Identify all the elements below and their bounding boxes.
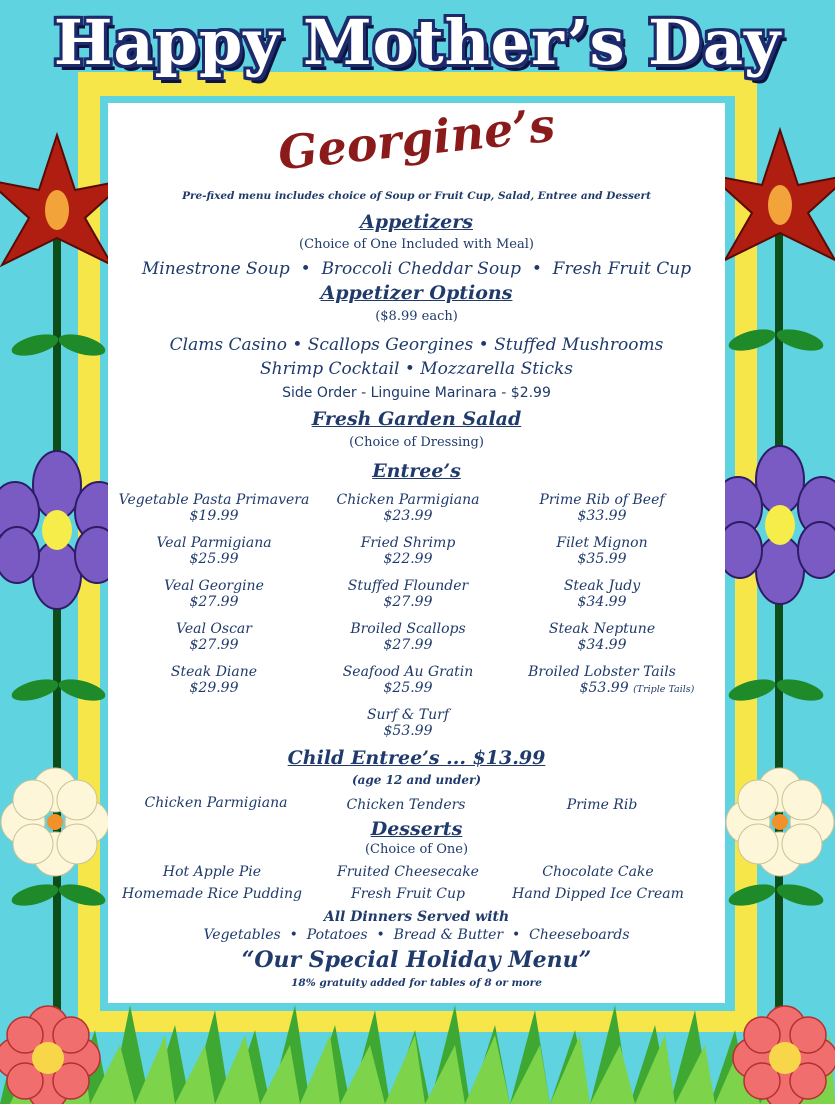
restaurant-name: Georgine’s (275, 97, 558, 181)
entree-price: $27.99 (383, 594, 433, 610)
entree-item (308, 664, 508, 707)
child-item: Chicken Parmigiana (144, 795, 288, 811)
appetizer-options-line2: Shrimp Cocktail • Mozzarella Sticks (259, 359, 574, 379)
entree-price-line (502, 680, 702, 698)
entree-price: $53.99 (579, 680, 629, 696)
entree-item (502, 621, 702, 664)
entree-item (114, 535, 314, 578)
entree-name: Surf & Turf (366, 707, 450, 723)
dessert-item: Fruited Cheesecake (337, 864, 479, 880)
salad-note: (Choice of Dressing) (349, 435, 484, 450)
dinners-list: Vegetables • Potatoes • Bread & Butter • Cheeseboards (203, 927, 630, 943)
entree-price: $34.99 (577, 594, 627, 610)
desserts-heading: Desserts (370, 818, 463, 840)
entree-item (502, 578, 702, 621)
tagline: “Our Special Holiday Menu” (241, 947, 592, 973)
entree-price: $19.99 (189, 508, 239, 524)
intro-text: Pre-fixed menu includes choice of Soup or Fruit Cup, Salad, Entree and Dessert (182, 190, 651, 202)
child-note: (age 12 and under) (351, 773, 482, 787)
dessert-item: Hand Dipped Ice Cream (512, 886, 684, 902)
appetizers-note: (Choice of One Included with Meal) (299, 237, 534, 252)
child-heading: Child Entree’s ... $13.99 (287, 747, 546, 769)
dessert-item: Fresh Fruit Cup (350, 886, 465, 902)
dinner-item: Cheeseboards (529, 927, 630, 943)
entree-item (308, 492, 508, 535)
appetizers-list: Minestrone Soup • Broccoli Cheddar Soup • Fresh Fruit Cup (141, 259, 692, 279)
entree-price: $27.99 (383, 637, 433, 653)
child-item: Chicken Tenders (346, 797, 466, 813)
appetizer-item: Fresh Fruit Cup (552, 259, 692, 279)
entree-item (114, 578, 314, 621)
entree-name: Veal Georgine (164, 578, 264, 594)
entree-price: $35.99 (577, 551, 627, 567)
entree-column-1 (114, 492, 314, 707)
entree-item (114, 492, 314, 535)
dinner-item: Vegetables (203, 927, 281, 943)
entree-item (308, 707, 508, 750)
entree-price: $27.99 (189, 594, 239, 610)
dessert-item: Homemade Rice Pudding (122, 886, 302, 902)
entrees-heading: Entree’s (372, 460, 461, 482)
dessert-item: Hot Apple Pie (162, 864, 262, 880)
entree-name: Steak Diane (170, 664, 258, 680)
gratuity-note: 18% gratuity added for tables of 8 or more (291, 977, 542, 989)
appetizer-options-heading: Appetizer Options (320, 282, 513, 304)
entree-name: Filet Mignon (556, 535, 648, 551)
entree-name: Broiled Lobster Tails (528, 664, 676, 680)
entree-price: $23.99 (383, 508, 433, 524)
appetizers-heading: Appetizers (360, 211, 473, 233)
entree-name: Fried Shrimp (360, 535, 456, 551)
dinner-item: Potatoes (306, 927, 368, 943)
entree-price: $25.99 (189, 551, 239, 567)
entree-name: Chicken Parmigiana (336, 492, 480, 508)
entree-name: Steak Judy (563, 578, 641, 594)
entree-item (502, 535, 702, 578)
entree-column-2 (308, 492, 508, 750)
entree-item (308, 578, 508, 621)
dinners-heading: All Dinners Served with (323, 909, 510, 925)
entree-name: Prime Rib of Beef (539, 492, 665, 508)
entree-item (502, 492, 702, 535)
entree-name: Veal Parmigiana (156, 535, 272, 551)
appetizer-options-line1: Clams Casino • Scallops Georgines • Stuffed Mushrooms (169, 335, 664, 355)
entree-name: Stuffed Flounder (347, 578, 469, 594)
side-order: Side Order - Linguine Marinara - $2.99 (282, 385, 551, 401)
header-title: Happy Mother’s Day (53, 6, 782, 79)
dessert-item: Chocolate Cake (542, 864, 654, 880)
entree-item (502, 664, 702, 707)
entree-name: Broiled Scallops (350, 621, 466, 637)
appetizer-item: Broccoli Cheddar Soup (321, 259, 522, 279)
entree-price: $27.99 (189, 637, 239, 653)
entree-price: $34.99 (577, 637, 627, 653)
entree-item (114, 621, 314, 664)
entree-name: Veal Oscar (176, 621, 252, 637)
entree-item (114, 664, 314, 707)
entree-price: $29.99 (189, 680, 239, 696)
entree-note: (Triple Tails) (633, 684, 695, 695)
entree-name: Steak Neptune (548, 621, 656, 637)
entree-column-3 (502, 492, 702, 707)
child-item: Prime Rib (566, 797, 638, 813)
entree-price: $53.99 (383, 723, 433, 739)
entree-price: $25.99 (383, 680, 433, 696)
appetizer-options-note: ($8.99 each) (375, 309, 458, 324)
desserts-note: (Choice of One) (364, 842, 469, 857)
salad-heading: Fresh Garden Salad (311, 408, 522, 430)
dinner-item: Bread & Butter (393, 927, 504, 943)
appetizer-item: Minestrone Soup (141, 259, 290, 279)
entree-item (308, 535, 508, 578)
entree-name: Vegetable Pasta Primavera (118, 492, 310, 508)
entree-item (308, 621, 508, 664)
entree-name: Seafood Au Gratin (342, 664, 474, 680)
entree-price: $33.99 (577, 508, 627, 524)
entree-price: $22.99 (383, 551, 433, 567)
